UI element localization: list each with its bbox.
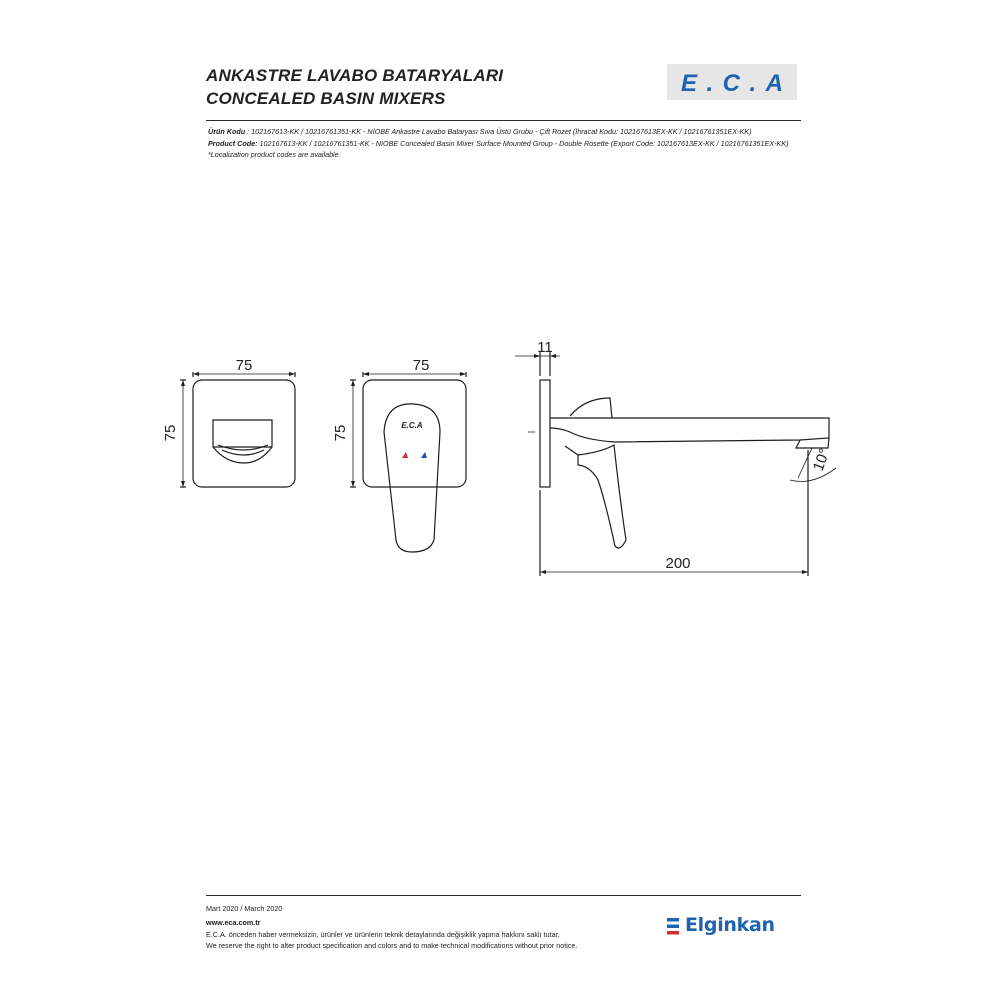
dim-width-view1: 75	[235, 357, 253, 374]
spout	[550, 418, 829, 442]
side-rosette	[540, 380, 550, 487]
footer-disclaimer-en: We reserve the right to alter product specification and colors and to make technical modifications without prior notice.	[206, 941, 578, 950]
footer-divider	[206, 895, 801, 896]
page-title-en: CONCEALED BASIN MIXERS	[206, 89, 446, 108]
footer-disclaimer-tr: E.C.A. önceden haber vermeksizin, ürünler ve ürünlerin teknik detaylarında değişiklik yapma hakkını saklı tutar.	[206, 930, 560, 939]
dim-length: 200	[665, 555, 691, 572]
footer-date: Mart 2020 / March 2020	[206, 904, 283, 913]
dim-height-view2: 75	[332, 424, 349, 442]
side-handle-top	[570, 398, 612, 418]
eca-logo-text: E.C.A	[681, 70, 783, 97]
page-title-tr: ANKASTRE LAVABO BATARYALARI	[206, 66, 504, 85]
side-handle	[578, 445, 626, 548]
outlet-shape	[213, 420, 272, 463]
handle-logo-text: E.C.A	[401, 421, 423, 430]
rosette-handle-view	[363, 380, 466, 487]
dim-height-view1: 75	[162, 424, 179, 442]
product-code-tr-text: : 102167613-KK / 10216761351-KK - NİOBE Ankastre Lavabo Bataryası Sıva Üstü Grubu - Çift Rozet (İhracat Kodu: 102167613EX-KK / 10216761351EX-KK)	[245, 127, 752, 136]
dim-angle: 10°	[809, 446, 834, 474]
elginkan-logo-text: Elginkan	[685, 914, 775, 936]
cold-indicator	[421, 452, 427, 458]
rosette-front-view	[193, 380, 295, 487]
product-code-en-text: 102167613-KK / 10216761351-KK - NIOBE Concealed Basin Mixer Surface Mounted Group - Double Rosette (Export Code: 102167613EX-KK / 10216761351EX-KK)	[257, 139, 789, 148]
product-code-tr-label: Ürün Kodu	[208, 127, 246, 136]
dim-width-view2: 75	[412, 357, 430, 374]
dim-depth: 11	[537, 339, 553, 356]
footer-website[interactable]: www.eca.com.tr	[206, 918, 261, 927]
localization-note: *Localization product codes are available.	[208, 150, 341, 159]
product-code-en-label: Product Code:	[208, 139, 258, 148]
elginkan-logo-icon	[667, 918, 680, 935]
hot-indicator	[402, 452, 408, 458]
